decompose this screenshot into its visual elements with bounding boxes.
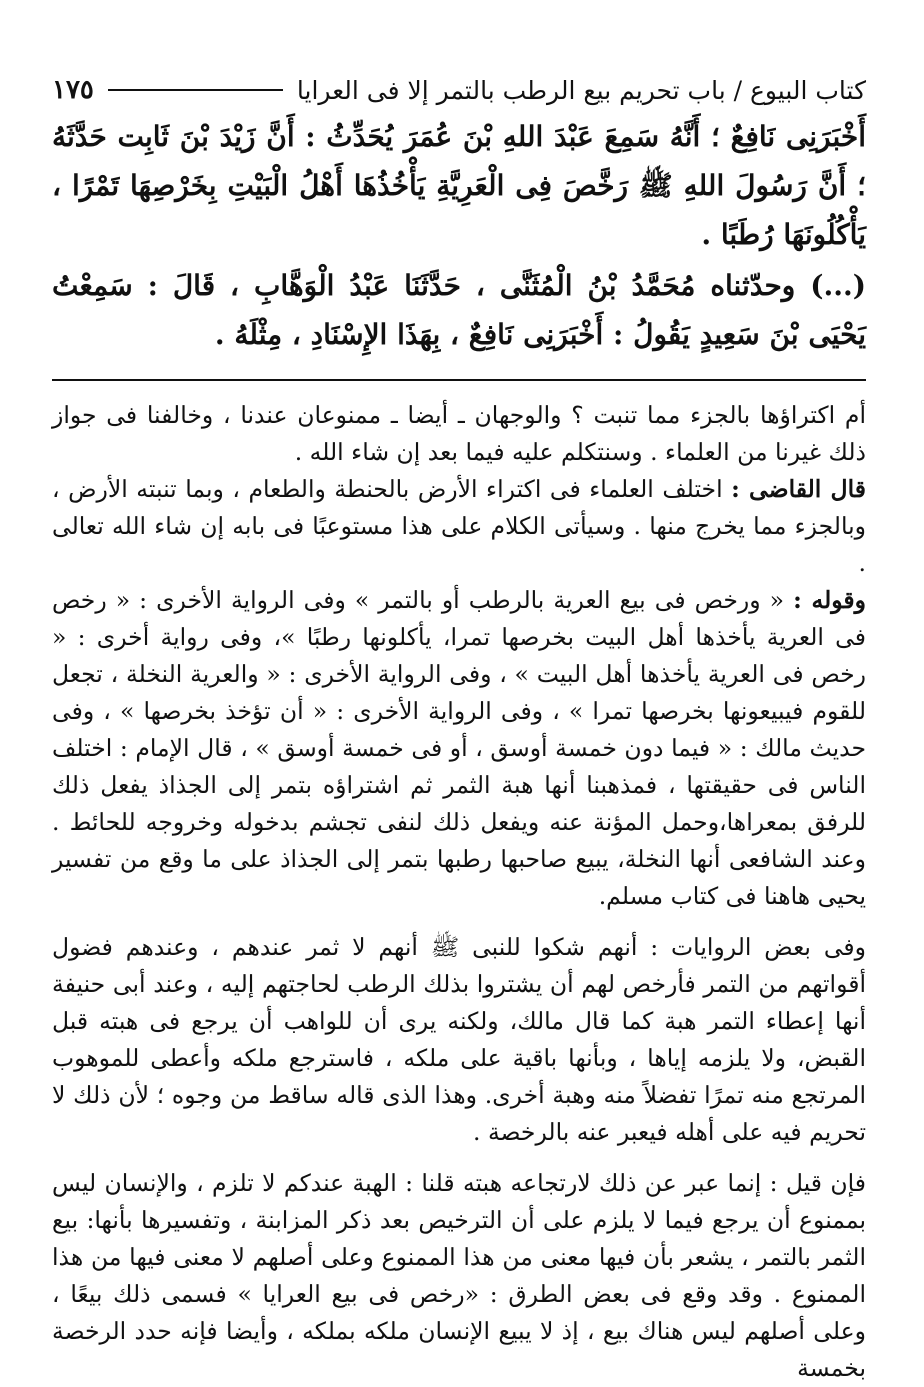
header-rule	[108, 89, 283, 91]
paragraph-lead: وقوله :	[793, 586, 866, 614]
commentary-body: فإن قيل : إنما عبر عن ذلك لارتجاعه هبته قلنا : الهبة عندكم لا تلزم ، والإنسان ليس بممنوع أن يرجع فيما لا يلزم على أن الترخيص بعد ذكر المزابنة ، وتفسيرها بأنها: بيع الثمر بالتمر ، يشعر بأن فيها معنى من هذا الممنوع وعلى أصلهم لا معنى فيها من هذا الممنوع . وقد وقع فى بعض الطرق : «رخص فى بيع العرايا » فسمى ذلك بيعًا ، وعلى أصلهم ليس هناك بيع ، إذ لا يبيع الإنسان ملكه بملكه ، وأيضا فإنه حدد الرخصة بخمسة	[52, 1169, 866, 1382]
commentary-paragraph-1	[52, 397, 866, 471]
hadith-paragraph-1: أَخْبَرَنِى نَافِعٌ ؛ أَنَّهُ سَمِعَ عَبْدَ اللهِ بْنَ عُمَرَ يُحَدِّثُ : أَنَّ زَيْدَ بْنَ ثَابِت حَدَّثَهُ ؛ أَنَّ رَسُولَ اللهِ ﷺ رَخَّصَ فِى الْعَرِيَّةِ يَأْخُذُهَا أَهْلُ الْبَيْتِ بِخَرْصِهَا تَمْرًا ، يَأْكُلُونَهَا رُطَبًا .	[52, 120, 866, 251]
commentary-text	[52, 397, 866, 1387]
page-number: ١٧٥	[52, 75, 94, 105]
commentary-paragraph-3	[52, 582, 866, 915]
commentary-paragraph-5	[52, 1165, 866, 1387]
running-header	[52, 70, 866, 110]
paragraph-lead: قال القاضى :	[731, 475, 866, 503]
commentary-body: أم اكتراؤها بالجزء مما تنبت ؟ والوجهان ـ أيضا ـ ممنوعان عندنا ، وخالفنا فى جواز ذلك غيرنا من العلماء . وسنتكلم عليه فيما بعد إن شاء الله .	[52, 401, 866, 466]
commentary-body: اختلف العلماء فى اكتراء الأرض بالحنطة والطعام ، وبما تنبته الأرض ، وبالجزء مما يخرج منها . وسيأتى الكلام على هذا مستوعبًا فى بابه إن شاء الله تعالى .	[52, 475, 866, 577]
hadith-text	[52, 112, 866, 359]
hadith-paragraph-2: (...) وحدّثناه مُحَمَّدُ بْنُ الْمُثَنَّى ، حَدَّثَنَا عَبْدُ الْوَهَّابِ ، قَالَ : سَمِعْتُ يَحْيَى بْنَ سَعِيدٍ يَقُولُ : أَخْبَرَنِى نَافِعٌ ، بِهَذَا الإِسْنَادِ ، مِثْلَهُ .	[52, 269, 866, 351]
commentary-body: « ورخص فى بيع العرية بالرطب أو بالتمر » وفى الرواية الأخرى : « رخص فى العرية يأخذها أهل البيت بخرصها تمرا، يأكلونها رطبًا »، وفى رواية أخرى : « رخص فى العرية يأخذها أهل البيت » ، وفى الرواية الأخرى : « والعرية النخلة ، تجعل للقوم فيبيعونها بخرصها تمرا » ، وفى الرواية الأخرى : « أن تؤخذ بخرصها » ، وفى حديث مالك : « فيما دون خمسة أوسق ، أو فى خمسة أوسق » ، قال الإمام : اختلف الناس فى حقيقتها ، فمذهبنا أنها هبة الثمر ثم اشتراؤه بتمر إلى الجذاذ يفعل ذلك للرفق بمعراها،وحمل المؤنة عنه ويفعل ذلك لنفى تجشم بدخوله وخروجه للحائط . وعند الشافعى أنها النخلة، يبيع صاحبها رطبها بتمر إلى الجذاذ على ما وقع من تفسير يحيى هاهنا فى كتاب مسلم.	[52, 586, 866, 910]
section-divider	[52, 379, 866, 381]
commentary-paragraph-2	[52, 471, 866, 582]
commentary-paragraph-4	[52, 929, 866, 1151]
header-title: كتاب البيوع / باب تحريم بيع الرطب بالتمر إلا فى العرايا	[296, 75, 866, 105]
commentary-body: وفى بعض الروايات : أنهم شكوا للنبى ﷺ أنهم لا ثمر عندهم ، وعندهم فضول أقواتهم من التمر فأرخص لهم أن يشتروا بذلك الرطب لحاجتهم إليه ، وعند أبى حنيفة أنها إعطاء التمر هبة كما قال مالك، ولكنه يرى أن للواهب أن يرجع فى هبته قبل القبض، ولا يلزمه إياها ، وبأنها باقية على ملكه ، فاسترجع ملكه وأعطى للموهوب المرتجع منه تمرًا تفضلاً منه وهبة أخرى. وهذا الذى قاله ساقط من وجوه ؛ لأن ذلك لا تحريم فيه على أهله فيعبر عنه بالرخصة .	[52, 933, 866, 1146]
